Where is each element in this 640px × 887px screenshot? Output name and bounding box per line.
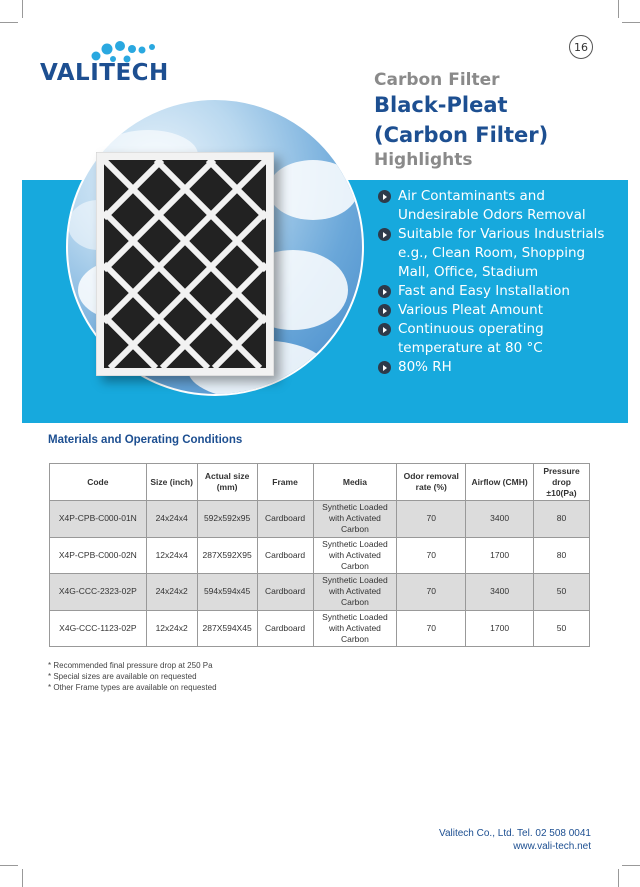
crop-mark bbox=[0, 22, 18, 23]
crop-mark bbox=[618, 0, 619, 18]
arrow-bullet-icon bbox=[378, 190, 391, 203]
logo-text: VALITECH bbox=[40, 60, 169, 86]
crop-mark bbox=[622, 22, 640, 23]
table-row bbox=[50, 610, 590, 647]
table-cell: X4P-CPB-C000-02N bbox=[50, 537, 147, 574]
table-cell: Cardboard bbox=[257, 610, 313, 647]
table-cell: 70 bbox=[397, 537, 466, 574]
arrow-bullet-icon bbox=[378, 304, 391, 317]
table-cell: 3400 bbox=[466, 501, 534, 538]
highlights-label: Highlights bbox=[374, 150, 473, 170]
arrow-bullet-icon bbox=[378, 228, 391, 241]
crop-mark bbox=[22, 869, 23, 887]
highlight-item: Fast and Easy Installation bbox=[378, 282, 618, 301]
highlight-item: Continuous operating temperature at 80 °C bbox=[378, 320, 618, 358]
crop-mark bbox=[22, 0, 23, 18]
table-cell: 70 bbox=[397, 501, 466, 538]
spec-table bbox=[49, 463, 590, 647]
website-link[interactable]: www.vali-tech.net bbox=[513, 841, 591, 852]
column-header: Size (inch) bbox=[146, 464, 197, 501]
highlight-item: 80% RH bbox=[378, 358, 618, 377]
arrow-bullet-icon bbox=[378, 361, 391, 374]
crop-mark bbox=[622, 865, 640, 866]
table-cell: Synthetic Loaded with Activated Carbon bbox=[313, 501, 397, 538]
footer-contact bbox=[439, 827, 591, 853]
table-cell: 1700 bbox=[466, 610, 534, 647]
page-number: 16 bbox=[569, 35, 593, 59]
arrow-bullet-icon bbox=[378, 285, 391, 298]
footnote: * Other Frame types are available on requested bbox=[48, 683, 217, 692]
section-title: Materials and Operating Conditions bbox=[48, 434, 243, 446]
table-row bbox=[50, 501, 590, 538]
table-cell: 70 bbox=[397, 574, 466, 611]
table-header-row bbox=[50, 464, 590, 501]
table-row bbox=[50, 537, 590, 574]
table-cell: X4P-CPB-C000-01N bbox=[50, 501, 147, 538]
column-header: Media bbox=[313, 464, 397, 501]
table-cell: 50 bbox=[534, 610, 590, 647]
table-cell: 3400 bbox=[466, 574, 534, 611]
table-cell: X4G-CCC-1123-02P bbox=[50, 610, 147, 647]
footnote: * Recommended final pressure drop at 250 Pa bbox=[48, 661, 213, 670]
table-cell: 80 bbox=[534, 501, 590, 538]
table-cell: Cardboard bbox=[257, 574, 313, 611]
arrow-bullet-icon bbox=[378, 323, 391, 336]
highlight-item: Various Pleat Amount bbox=[378, 301, 618, 320]
table-cell: 12x24x2 bbox=[146, 610, 197, 647]
crop-mark bbox=[0, 865, 18, 866]
table-cell: Cardboard bbox=[257, 501, 313, 538]
column-header: Pressure drop ±10(Pa) bbox=[534, 464, 590, 501]
column-header: Odor removal rate (%) bbox=[397, 464, 466, 501]
column-header: Airflow (CMH) bbox=[466, 464, 534, 501]
company-contact: Valitech Co., Ltd. Tel. 02 508 0041 bbox=[439, 828, 591, 839]
table-cell: 70 bbox=[397, 610, 466, 647]
footnotes bbox=[48, 660, 217, 693]
valitech-logo bbox=[40, 40, 180, 90]
table-row bbox=[50, 574, 590, 611]
highlights-list bbox=[378, 187, 618, 377]
table-cell: X4G-CCC-2323-02P bbox=[50, 574, 147, 611]
column-header: Frame bbox=[257, 464, 313, 501]
table-cell: 24x24x2 bbox=[146, 574, 197, 611]
crop-mark bbox=[618, 869, 619, 887]
table-cell: 12x24x4 bbox=[146, 537, 197, 574]
column-header: Code bbox=[50, 464, 147, 501]
product-title-block bbox=[374, 70, 548, 170]
table-cell: Synthetic Loaded with Activated Carbon bbox=[313, 537, 397, 574]
column-header: Actual size (mm) bbox=[197, 464, 257, 501]
table-cell: 594x594x45 bbox=[197, 574, 257, 611]
product-title-line2: (Carbon Filter) bbox=[374, 123, 549, 147]
highlight-item: Air Contaminants and Undesirable Odors Removal bbox=[378, 187, 618, 225]
footnote: * Special sizes are available on requested bbox=[48, 672, 197, 681]
table-cell: Synthetic Loaded with Activated Carbon bbox=[313, 574, 397, 611]
product-category: Carbon Filter bbox=[374, 70, 500, 90]
table-cell: 287X592X95 bbox=[197, 537, 257, 574]
table-cell: 24x24x4 bbox=[146, 501, 197, 538]
table-cell: Cardboard bbox=[257, 537, 313, 574]
highlight-item: Suitable for Various Industrials e.g., Clean Room, Shopping Mall, Office, Stadium bbox=[378, 225, 618, 282]
table-cell: Synthetic Loaded with Activated Carbon bbox=[313, 610, 397, 647]
product-title-line1: Black-Pleat bbox=[374, 93, 508, 117]
table-cell: 287X594X45 bbox=[197, 610, 257, 647]
table-cell: 592x592x95 bbox=[197, 501, 257, 538]
table-cell: 50 bbox=[534, 574, 590, 611]
table-cell: 80 bbox=[534, 537, 590, 574]
carbon-filter-image bbox=[96, 152, 274, 376]
table-cell: 1700 bbox=[466, 537, 534, 574]
